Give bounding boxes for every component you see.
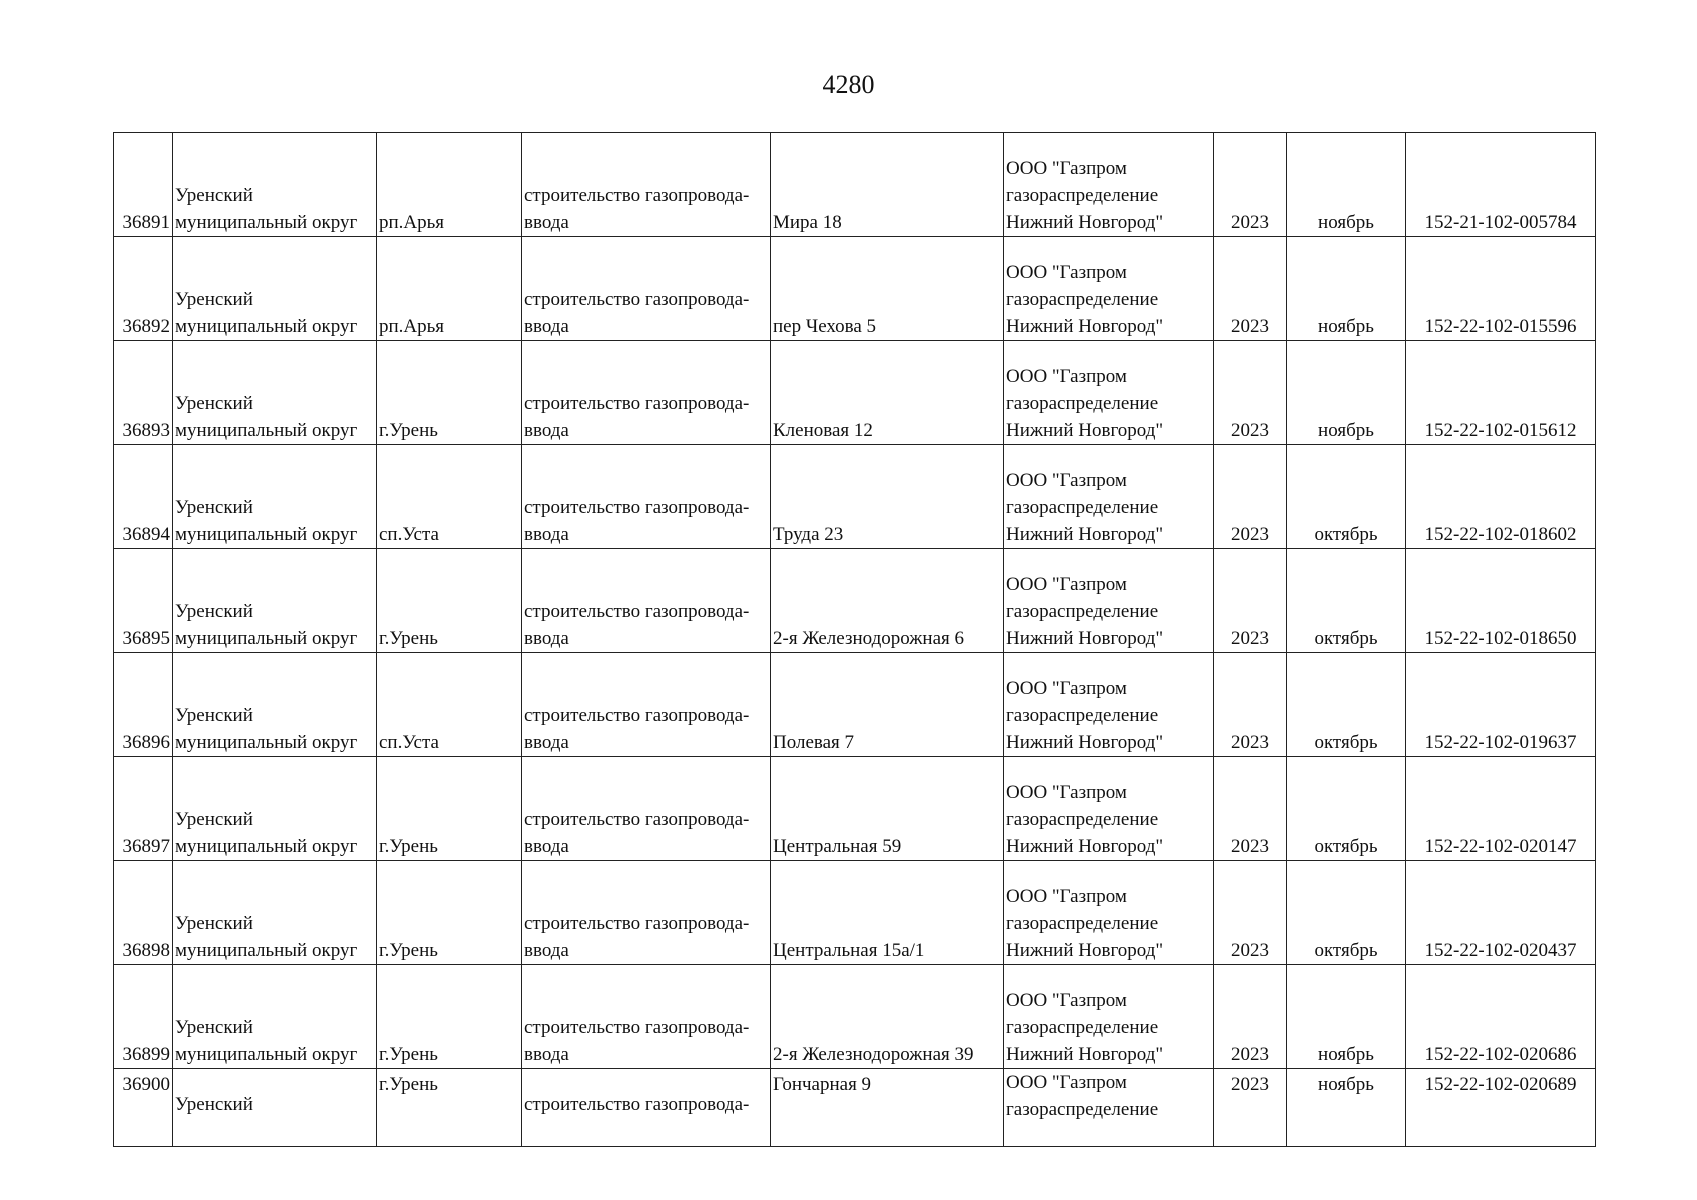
district-cell-line: Уренский (175, 393, 253, 414)
code-cell: 152-22-102-020437 (1406, 861, 1596, 965)
district-cell (173, 133, 377, 237)
work-type-cell-line: строительство газопровода- (524, 601, 750, 622)
row-number-cell: 36896 (114, 653, 173, 757)
district-cell-line: муниципальный округ (175, 316, 358, 337)
year-cell: 2023 (1214, 237, 1287, 341)
district-cell (173, 965, 377, 1069)
organization-cell (1004, 549, 1214, 653)
district-cell (173, 861, 377, 965)
district-cell-line: Уренский (175, 601, 253, 622)
work-type-cell (522, 237, 771, 341)
district-cell-line: муниципальный округ (175, 836, 358, 857)
work-type-cell-line: строительство газопровода- (524, 185, 750, 206)
work-type-cell-line: строительство газопровода- (524, 289, 750, 310)
table-row (114, 133, 1596, 237)
address-cell: Кленовая 12 (771, 341, 1004, 445)
organization-cell (1004, 237, 1214, 341)
year-cell: 2023 (1214, 653, 1287, 757)
organization-cell-line: ООО "Газпром (1006, 782, 1127, 803)
month-cell: ноябрь (1287, 341, 1406, 445)
month-cell: октябрь (1287, 445, 1406, 549)
organization-cell-line: Нижний Новгород" (1006, 628, 1164, 649)
organization-cell-line: газораспределение (1006, 289, 1159, 310)
month-cell: ноябрь (1287, 133, 1406, 237)
locality-cell: г.Урень (377, 1069, 522, 1147)
work-type-cell (522, 965, 771, 1069)
work-type-cell (522, 341, 771, 445)
work-type-cell (522, 549, 771, 653)
year-cell: 2023 (1214, 1069, 1287, 1147)
organization-cell-line: Нижний Новгород" (1006, 732, 1164, 753)
district-cell (173, 653, 377, 757)
code-cell: 152-22-102-020147 (1406, 757, 1596, 861)
row-number-cell: 36899 (114, 965, 173, 1069)
row-number-cell: 36893 (114, 341, 173, 445)
district-cell-line: Уренский (175, 1094, 253, 1115)
row-number-cell: 36894 (114, 445, 173, 549)
district-cell-line: муниципальный округ (175, 940, 358, 961)
organization-cell (1004, 341, 1214, 445)
month-cell: октябрь (1287, 861, 1406, 965)
locality-cell: рп.Арья (377, 237, 522, 341)
year-cell: 2023 (1214, 445, 1287, 549)
district-cell-line: Уренский (175, 289, 253, 310)
year-cell: 2023 (1214, 965, 1287, 1069)
district-cell-line: Уренский (175, 705, 253, 726)
organization-cell-line: газораспределение (1006, 1017, 1159, 1038)
organization-cell-line: ООО "Газпром (1006, 574, 1127, 595)
row-number-cell: 36895 (114, 549, 173, 653)
organization-cell-line: газораспределение (1006, 705, 1159, 726)
address-cell: Гончарная 9 (771, 1069, 1004, 1147)
work-type-cell-line: строительство газопровода- (524, 497, 750, 518)
work-type-cell (522, 861, 771, 965)
organization-cell-line: газораспределение (1006, 913, 1159, 934)
organization-cell-line: Нижний Новгород" (1006, 1044, 1164, 1065)
address-cell: 2-я Железнодорожная 39 (771, 965, 1004, 1069)
organization-cell (1004, 445, 1214, 549)
work-type-cell-line: ввода (524, 628, 569, 649)
work-type-cell-line: строительство газопровода- (524, 393, 750, 414)
organization-cell-line: ООО "Газпром (1006, 1072, 1127, 1093)
locality-cell: сп.Уста (377, 653, 522, 757)
locality-cell: г.Урень (377, 549, 522, 653)
address-cell: Полевая 7 (771, 653, 1004, 757)
district-cell-line: Уренский (175, 185, 253, 206)
code-cell: 152-22-102-018602 (1406, 445, 1596, 549)
district-cell-line: Уренский (175, 1017, 253, 1038)
row-number-cell: 36891 (114, 133, 173, 237)
organization-cell-line: газораспределение (1006, 185, 1159, 206)
address-cell: Центральная 59 (771, 757, 1004, 861)
row-number-cell: 36900 (114, 1069, 173, 1147)
work-type-cell-line: ввода (524, 420, 569, 441)
code-cell: 152-22-102-019637 (1406, 653, 1596, 757)
year-cell: 2023 (1214, 549, 1287, 653)
district-cell (173, 341, 377, 445)
work-type-cell-line: строительство газопровода- (524, 705, 750, 726)
table-row (114, 549, 1596, 653)
district-cell (173, 1069, 377, 1147)
address-cell: пер Чехова 5 (771, 237, 1004, 341)
organization-cell (1004, 653, 1214, 757)
locality-cell: сп.Уста (377, 445, 522, 549)
organization-cell-line: газораспределение (1006, 601, 1159, 622)
work-type-cell (522, 1069, 771, 1147)
district-cell (173, 237, 377, 341)
organization-cell-line: Нижний Новгород" (1006, 836, 1164, 857)
organization-cell-line: ООО "Газпром (1006, 366, 1127, 387)
row-number-cell: 36892 (114, 237, 173, 341)
locality-cell: г.Урень (377, 861, 522, 965)
organization-cell-line: ООО "Газпром (1006, 678, 1127, 699)
district-cell-line: муниципальный округ (175, 1044, 358, 1065)
year-cell: 2023 (1214, 341, 1287, 445)
work-type-cell-line: ввода (524, 1044, 569, 1065)
month-cell: ноябрь (1287, 965, 1406, 1069)
work-type-cell-line: ввода (524, 524, 569, 545)
month-cell: ноябрь (1287, 237, 1406, 341)
table-row (114, 653, 1596, 757)
month-cell: октябрь (1287, 549, 1406, 653)
organization-cell-line: газораспределение (1006, 497, 1159, 518)
organization-cell-line: Нижний Новгород" (1006, 524, 1164, 545)
organization-cell-line: Нижний Новгород" (1006, 940, 1164, 961)
year-cell: 2023 (1214, 861, 1287, 965)
organization-cell (1004, 965, 1214, 1069)
table-row (114, 341, 1596, 445)
code-cell: 152-22-102-020689 (1406, 1069, 1596, 1147)
row-number-cell: 36897 (114, 757, 173, 861)
organization-cell-line: ООО "Газпром (1006, 262, 1127, 283)
organization-cell-line: газораспределение (1006, 1099, 1159, 1120)
work-type-cell-line: ввода (524, 316, 569, 337)
organization-cell-line: Нижний Новгород" (1006, 212, 1164, 233)
organization-cell (1004, 133, 1214, 237)
district-cell-line: муниципальный округ (175, 628, 358, 649)
row-number-cell: 36898 (114, 861, 173, 965)
address-cell: Центральная 15а/1 (771, 861, 1004, 965)
organization-cell (1004, 861, 1214, 965)
month-cell: ноябрь (1287, 1069, 1406, 1147)
year-cell: 2023 (1214, 757, 1287, 861)
organization-cell-line: ООО "Газпром (1006, 470, 1127, 491)
organization-cell-line: газораспределение (1006, 393, 1159, 414)
work-type-cell-line: строительство газопровода- (524, 1094, 750, 1115)
work-type-cell-line: строительство газопровода- (524, 1017, 750, 1038)
organization-cell (1004, 1069, 1214, 1147)
table-row (114, 965, 1596, 1069)
locality-cell: г.Урень (377, 757, 522, 861)
year-cell: 2023 (1214, 133, 1287, 237)
district-cell-line: муниципальный округ (175, 212, 358, 233)
work-type-cell-line: ввода (524, 732, 569, 753)
address-cell: Труда 23 (771, 445, 1004, 549)
organization-cell-line: Нижний Новгород" (1006, 420, 1164, 441)
table-row (114, 1069, 1596, 1147)
month-cell: октябрь (1287, 757, 1406, 861)
code-cell: 152-22-102-018650 (1406, 549, 1596, 653)
page-number: 4280 (822, 70, 875, 99)
district-cell-line: муниципальный округ (175, 732, 358, 753)
organization-cell (1004, 757, 1214, 861)
district-cell (173, 757, 377, 861)
work-type-cell-line: ввода (524, 836, 569, 857)
code-cell: 152-22-102-020686 (1406, 965, 1596, 1069)
organization-cell-line: ООО "Газпром (1006, 886, 1127, 907)
address-cell: Мира 18 (771, 133, 1004, 237)
work-type-cell (522, 653, 771, 757)
organization-cell-line: ООО "Газпром (1006, 158, 1127, 179)
district-cell-line: муниципальный округ (175, 420, 358, 441)
table-row (114, 757, 1596, 861)
code-cell: 152-22-102-015612 (1406, 341, 1596, 445)
table-row (114, 237, 1596, 341)
district-cell (173, 549, 377, 653)
address-cell: 2-я Железнодорожная 6 (771, 549, 1004, 653)
district-cell (173, 445, 377, 549)
work-type-cell-line: ввода (524, 212, 569, 233)
locality-cell: г.Урень (377, 341, 522, 445)
work-type-cell-line: строительство газопровода- (524, 913, 750, 934)
work-type-cell (522, 133, 771, 237)
work-type-cell (522, 445, 771, 549)
organization-cell-line: ООО "Газпром (1006, 990, 1127, 1011)
district-cell-line: Уренский (175, 809, 253, 830)
registry-table (113, 132, 1596, 1147)
code-cell: 152-21-102-005784 (1406, 133, 1596, 237)
code-cell: 152-22-102-015596 (1406, 237, 1596, 341)
district-cell-line: Уренский (175, 497, 253, 518)
table-row (114, 861, 1596, 965)
work-type-cell-line: ввода (524, 940, 569, 961)
district-cell-line: муниципальный округ (175, 524, 358, 545)
organization-cell-line: Нижний Новгород" (1006, 316, 1164, 337)
month-cell: октябрь (1287, 653, 1406, 757)
district-cell-line: Уренский (175, 913, 253, 934)
organization-cell-line: газораспределение (1006, 809, 1159, 830)
work-type-cell-line: строительство газопровода- (524, 809, 750, 830)
table-row (114, 445, 1596, 549)
locality-cell: г.Урень (377, 965, 522, 1069)
locality-cell: рп.Арья (377, 133, 522, 237)
work-type-cell (522, 757, 771, 861)
